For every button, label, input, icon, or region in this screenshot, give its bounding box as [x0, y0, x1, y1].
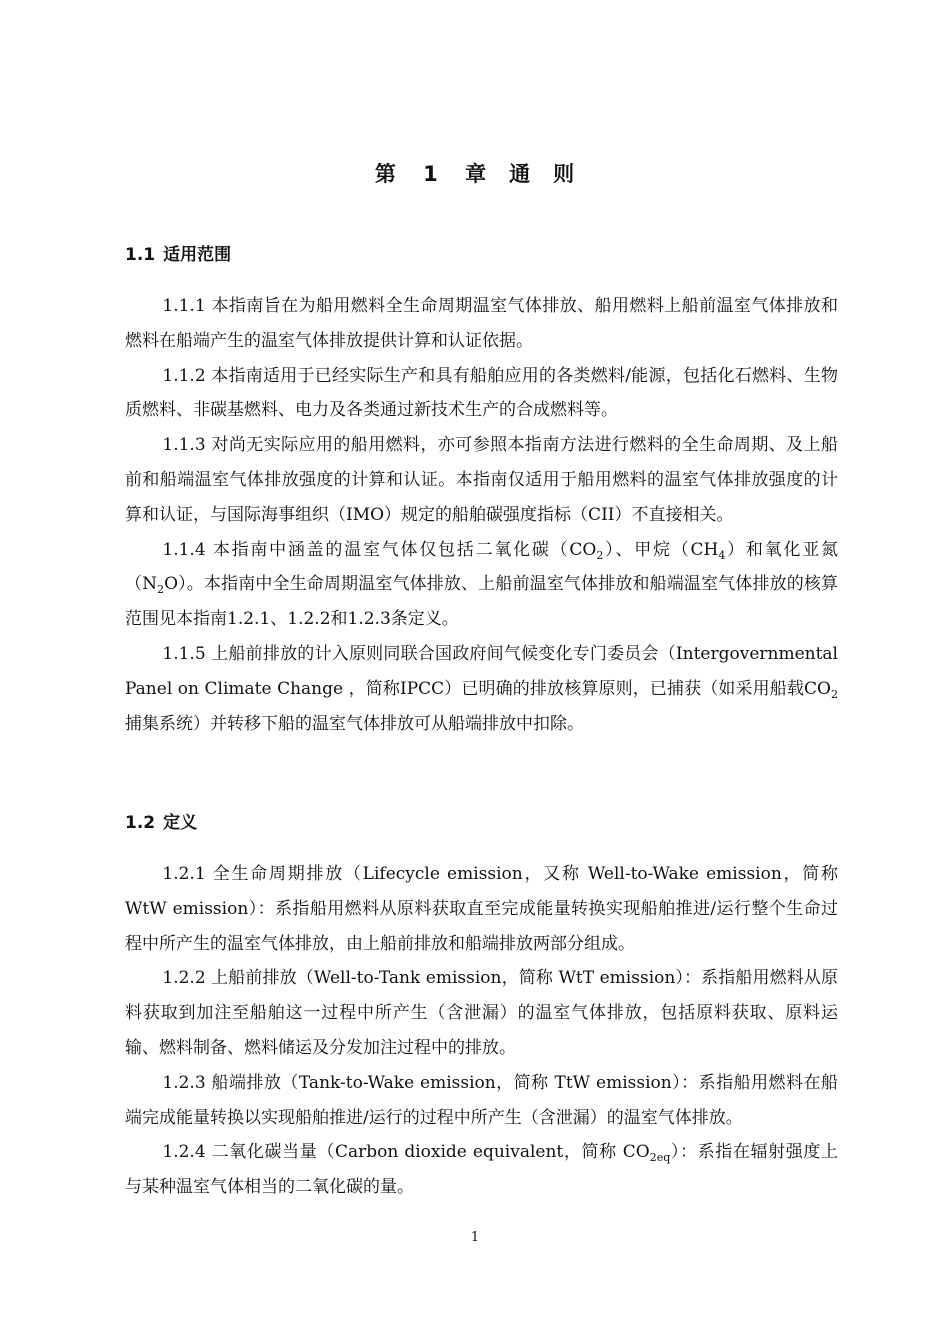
section-title: 适用范围 — [163, 245, 232, 265]
clause-1-1-2: 1.1.2 本指南适用于已经实际生产和具有船舶应用的各类燃料/能源，包括化石燃料、生物质燃料、非碳基燃料、电力及各类通过新技术生产的合成燃料等。 — [125, 365, 838, 421]
section-body-scope — [125, 289, 838, 741]
clause-1-2-4: 1.2.4 二氧化碳当量（Carbon dioxide equivalent，简称 $CO_{2eq}$）：系指在辐射强度上与某种温室气体相当的二氧化碳的量。 — [125, 1142, 838, 1198]
clause-1-1-4: 1.1.4 本指南中涵盖的温室气体仅包括二氧化碳$(CO_2)$、甲烷$(CH_4)$和氧化亚氮$(N_2O)$。本指南中全生命周期温室气体排放、上船前温室气体排放和船端温室气体排放的核算范围见本指南1.2.1、1.2.2和1.2.3条定义。 — [125, 539, 839, 630]
clause-1-1-5: 1.1.5 上船前排放的计入原则同联合国政府间气候变化专门委员会（Intergovernmental Panel on Climate Change ，简称IPCC）已明确的排放核算原则，已捕获（如采用船载$CO_2$捕集系统）并转移下船的温室气体排放可从船端排放中扣除。 — [125, 643, 838, 734]
section-heading-scope — [125, 240, 231, 265]
clause-1-2-2: 1.2.2 上船前排放（Well-to-Tank emission，简称 WtT emission）：系指船用燃料从原料获取到加注至船舶这一过程中所产生（含泄漏）的温室气体排放，包括原料获取、原料运输、燃料制备、燃料储运及分发加注过程中的排放。 — [125, 968, 838, 1058]
clause-1-2-3: 1.2.3 船端排放（Tank-to-Wake emission，简称 TtW emission）：系指船用燃料在船端完成能量转换以实现船舶推进/运行的过程中所产生（含泄漏）的温室气体排放。 — [125, 1072, 838, 1128]
clause-1-1-1: 1.1.1 本指南旨在为船用燃料全生命周期温室气体排放、船用燃料上船前温室气体排放和燃料在船端产生的温室气体排放提供计算和认证依据。 — [125, 296, 838, 351]
section-heading-definitions — [125, 808, 197, 833]
clause-1-2-1: 1.2.1 全生命周期排放（Lifecycle emission，又称 Well-to-Wake emission，简称 WtW emission）：系指船用燃料从原料获取直至完成能量转换实现船舶推进/运行整个生命过程中所产生的温室气体排放，由上船前排放和船端排放两部分组成。 — [125, 864, 838, 954]
section-title: 定义 — [163, 813, 198, 833]
chapter-title: 第 1 章 通 则 — [374, 162, 576, 186]
clause-1-1-3: 1.1.3 对尚无实际应用的船用燃料，亦可参照本指南方法进行燃料的全生命周期、及上船前和船端温室气体排放强度的计算和认证。本指南仅适用于船用燃料的温室气体排放强度的计算和认证，与国际海事组织（IMO）规定的船舶碳强度指标（CII）不直接相关。 — [125, 435, 838, 525]
section-body-definitions — [125, 857, 838, 1205]
page-number: 1 — [470, 1230, 480, 1245]
section-number: 1.1 — [125, 245, 156, 265]
section-number: 1.2 — [125, 813, 156, 833]
